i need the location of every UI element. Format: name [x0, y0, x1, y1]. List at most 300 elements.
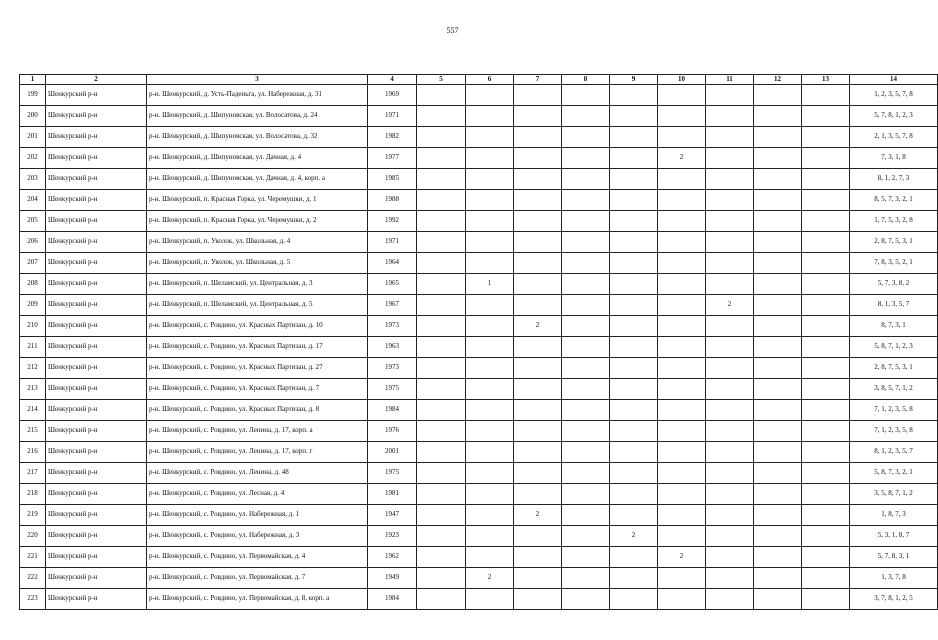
- codes-cell: 5, 7, 8, 3, 1: [850, 547, 938, 568]
- value-cell-col-12: [754, 442, 802, 463]
- value-cell-col-13: [802, 190, 850, 211]
- address-cell: р-н. Шенкурский, д. Шипуновская, ул. Дачная, д. 4: [147, 148, 368, 169]
- year-cell: 1985: [368, 169, 417, 190]
- value-cell-col-6: [466, 211, 514, 232]
- table-row: [20, 169, 938, 190]
- value-cell-col-13: [802, 232, 850, 253]
- value-cell-col-5: [417, 211, 466, 232]
- value-cell-col-5: [417, 589, 466, 610]
- table-row: [20, 358, 938, 379]
- table-row: [20, 589, 938, 610]
- value-cell-col-12: [754, 316, 802, 337]
- table-row: [20, 421, 938, 442]
- codes-cell: 7, 3, 1, 8: [850, 148, 938, 169]
- district-cell: Шенкурский р-н: [46, 253, 147, 274]
- year-cell: 1965: [368, 274, 417, 295]
- district-cell: Шенкурский р-н: [46, 169, 147, 190]
- year-cell: 1969: [368, 85, 417, 106]
- table-row: [20, 526, 938, 547]
- year-cell: 1962: [368, 547, 417, 568]
- district-cell: Шенкурский р-н: [46, 379, 147, 400]
- value-cell-col-7: [514, 127, 562, 148]
- district-cell: Шенкурский р-н: [46, 274, 147, 295]
- codes-cell: 8, 1, 2, 3, 5, 7: [850, 442, 938, 463]
- value-cell-col-9: [610, 442, 658, 463]
- codes-cell: 2, 1, 3, 5, 7, 8: [850, 127, 938, 148]
- year-cell: 1992: [368, 211, 417, 232]
- value-cell-col-10: [658, 526, 706, 547]
- value-cell-col-8: [562, 400, 610, 421]
- district-cell: Шенкурский р-н: [46, 547, 147, 568]
- value-cell-col-6: [466, 316, 514, 337]
- year-cell: 1963: [368, 337, 417, 358]
- codes-cell: 8, 7, 3, 1: [850, 316, 938, 337]
- table-header-row: [20, 75, 938, 85]
- value-cell-col-6: [466, 169, 514, 190]
- value-cell-col-12: [754, 127, 802, 148]
- value-cell-col-11: [706, 190, 754, 211]
- value-cell-col-6: [466, 232, 514, 253]
- value-cell-col-13: [802, 379, 850, 400]
- value-cell-col-9: [610, 127, 658, 148]
- value-cell-col-11: [706, 106, 754, 127]
- value-cell-col-10: [658, 169, 706, 190]
- value-cell-col-12: [754, 379, 802, 400]
- value-cell-col-6: [466, 253, 514, 274]
- codes-cell: 7, 1, 2, 3, 5, 8: [850, 400, 938, 421]
- value-cell-col-5: [417, 505, 466, 526]
- value-cell-col-13: [802, 316, 850, 337]
- data-table: [19, 74, 938, 610]
- value-cell-col-8: [562, 589, 610, 610]
- value-cell-col-7: [514, 274, 562, 295]
- value-cell-col-12: [754, 211, 802, 232]
- row-number: 204: [20, 190, 46, 211]
- value-cell-col-12: [754, 421, 802, 442]
- table-body: [20, 85, 938, 610]
- value-cell-col-7: 2: [514, 505, 562, 526]
- value-cell-col-7: [514, 169, 562, 190]
- district-cell: Шенкурский р-н: [46, 295, 147, 316]
- value-cell-col-11: [706, 232, 754, 253]
- district-cell: Шенкурский р-н: [46, 589, 147, 610]
- row-number: 217: [20, 463, 46, 484]
- value-cell-col-6: [466, 421, 514, 442]
- district-cell: Шенкурский р-н: [46, 358, 147, 379]
- value-cell-col-5: [417, 547, 466, 568]
- codes-cell: 1, 2, 3, 5, 7, 8: [850, 85, 938, 106]
- value-cell-col-5: [417, 463, 466, 484]
- row-number: 205: [20, 211, 46, 232]
- value-cell-col-9: [610, 169, 658, 190]
- value-cell-col-12: [754, 568, 802, 589]
- row-number: 199: [20, 85, 46, 106]
- value-cell-col-5: [417, 274, 466, 295]
- value-cell-col-10: [658, 379, 706, 400]
- value-cell-col-8: [562, 190, 610, 211]
- value-cell-col-12: [754, 106, 802, 127]
- value-cell-col-13: [802, 400, 850, 421]
- value-cell-col-6: [466, 505, 514, 526]
- table-row: [20, 85, 938, 106]
- value-cell-col-12: [754, 400, 802, 421]
- codes-cell: 1, 8, 7, 3: [850, 505, 938, 526]
- value-cell-col-13: [802, 274, 850, 295]
- value-cell-col-11: [706, 127, 754, 148]
- district-cell: Шенкурский р-н: [46, 211, 147, 232]
- year-cell: 1982: [368, 127, 417, 148]
- address-cell: р-н. Шенкурский, п. Уколок, ул. Школьная, д. 4: [147, 232, 368, 253]
- district-cell: Шенкурский р-н: [46, 190, 147, 211]
- year-cell: 1984: [368, 589, 417, 610]
- year-cell: 1973: [368, 316, 417, 337]
- codes-cell: 2, 8, 7, 5, 3, 1: [850, 358, 938, 379]
- value-cell-col-11: [706, 400, 754, 421]
- value-cell-col-9: [610, 547, 658, 568]
- table-row: [20, 211, 938, 232]
- value-cell-col-12: [754, 337, 802, 358]
- district-cell: Шенкурский р-н: [46, 337, 147, 358]
- row-number: 218: [20, 484, 46, 505]
- column-header-12: 12: [754, 75, 802, 85]
- value-cell-col-9: [610, 421, 658, 442]
- value-cell-col-7: [514, 253, 562, 274]
- value-cell-col-7: [514, 295, 562, 316]
- value-cell-col-5: [417, 169, 466, 190]
- address-cell: р-н. Шенкурский, с. Ровдино, ул. Ленина, д. 17, корп. г: [147, 442, 368, 463]
- column-header-9: 9: [610, 75, 658, 85]
- value-cell-col-12: [754, 484, 802, 505]
- value-cell-col-5: [417, 421, 466, 442]
- value-cell-col-6: [466, 589, 514, 610]
- district-cell: Шенкурский р-н: [46, 400, 147, 421]
- value-cell-col-8: [562, 253, 610, 274]
- value-cell-col-13: [802, 547, 850, 568]
- value-cell-col-9: [610, 232, 658, 253]
- value-cell-col-12: [754, 148, 802, 169]
- year-cell: 1964: [368, 253, 417, 274]
- value-cell-col-5: [417, 442, 466, 463]
- value-cell-col-8: [562, 442, 610, 463]
- address-cell: р-н. Шенкурский, с. Ровдино, ул. Красных Партизан, д. 10: [147, 316, 368, 337]
- value-cell-col-8: [562, 526, 610, 547]
- table-row: [20, 232, 938, 253]
- table-row: [20, 505, 938, 526]
- codes-cell: 7, 8, 3, 5, 2, 1: [850, 253, 938, 274]
- value-cell-col-13: [802, 148, 850, 169]
- codes-cell: 5, 8, 7, 1, 2, 3: [850, 337, 938, 358]
- value-cell-col-6: [466, 484, 514, 505]
- value-cell-col-11: 2: [706, 295, 754, 316]
- value-cell-col-12: [754, 253, 802, 274]
- table-row: [20, 316, 938, 337]
- value-cell-col-13: [802, 463, 850, 484]
- year-cell: 1967: [368, 295, 417, 316]
- value-cell-col-10: [658, 316, 706, 337]
- value-cell-col-10: [658, 211, 706, 232]
- value-cell-col-9: [610, 148, 658, 169]
- column-header-11: 11: [706, 75, 754, 85]
- address-cell: р-н. Шенкурский, с. Ровдино, ул. Ленина, д. 48: [147, 463, 368, 484]
- value-cell-col-13: [802, 442, 850, 463]
- value-cell-col-8: [562, 127, 610, 148]
- column-header-13: 13: [802, 75, 850, 85]
- table-row: [20, 106, 938, 127]
- value-cell-col-5: [417, 337, 466, 358]
- column-header-5: 5: [417, 75, 466, 85]
- value-cell-col-8: [562, 106, 610, 127]
- value-cell-col-6: [466, 442, 514, 463]
- table-row: [20, 337, 938, 358]
- value-cell-col-8: [562, 568, 610, 589]
- value-cell-col-8: [562, 337, 610, 358]
- value-cell-col-13: [802, 568, 850, 589]
- value-cell-col-6: [466, 526, 514, 547]
- value-cell-col-11: [706, 589, 754, 610]
- value-cell-col-9: [610, 589, 658, 610]
- table-row: [20, 400, 938, 421]
- value-cell-col-5: [417, 295, 466, 316]
- row-number: 214: [20, 400, 46, 421]
- codes-cell: 1, 3, 7, 8: [850, 568, 938, 589]
- year-cell: 1976: [368, 421, 417, 442]
- value-cell-col-9: [610, 484, 658, 505]
- codes-cell: 5, 7, 3, 8, 2: [850, 274, 938, 295]
- value-cell-col-13: [802, 421, 850, 442]
- codes-cell: 5, 3, 1, 8, 7: [850, 526, 938, 547]
- value-cell-col-10: [658, 295, 706, 316]
- value-cell-col-9: [610, 505, 658, 526]
- value-cell-col-8: [562, 484, 610, 505]
- value-cell-col-6: [466, 358, 514, 379]
- row-number: 201: [20, 127, 46, 148]
- value-cell-col-6: [466, 127, 514, 148]
- district-cell: Шенкурский р-н: [46, 421, 147, 442]
- value-cell-col-6: 1: [466, 274, 514, 295]
- value-cell-col-8: [562, 358, 610, 379]
- value-cell-col-12: [754, 295, 802, 316]
- value-cell-col-6: [466, 106, 514, 127]
- row-number: 215: [20, 421, 46, 442]
- value-cell-col-5: [417, 106, 466, 127]
- value-cell-col-11: [706, 316, 754, 337]
- row-number: 209: [20, 295, 46, 316]
- address-cell: р-н. Шенкурский, д. Шипуновская, ул. Волосатова, д. 32: [147, 127, 368, 148]
- row-number: 208: [20, 274, 46, 295]
- year-cell: 1947: [368, 505, 417, 526]
- value-cell-col-9: 2: [610, 526, 658, 547]
- value-cell-col-9: [610, 358, 658, 379]
- value-cell-col-13: [802, 253, 850, 274]
- value-cell-col-7: [514, 190, 562, 211]
- value-cell-col-13: [802, 337, 850, 358]
- row-number: 206: [20, 232, 46, 253]
- value-cell-col-8: [562, 232, 610, 253]
- value-cell-col-10: [658, 337, 706, 358]
- value-cell-col-5: [417, 253, 466, 274]
- value-cell-col-10: [658, 442, 706, 463]
- value-cell-col-7: [514, 211, 562, 232]
- district-cell: Шенкурский р-н: [46, 85, 147, 106]
- value-cell-col-13: [802, 85, 850, 106]
- row-number: 210: [20, 316, 46, 337]
- address-cell: р-н. Шенкурский, п. Красная Горка, ул. Черемушки, д. 1: [147, 190, 368, 211]
- district-cell: Шенкурский р-н: [46, 484, 147, 505]
- value-cell-col-11: [706, 274, 754, 295]
- value-cell-col-5: [417, 316, 466, 337]
- value-cell-col-12: [754, 358, 802, 379]
- codes-cell: 2, 8, 7, 5, 3, 1: [850, 232, 938, 253]
- table-row: [20, 127, 938, 148]
- table-row: [20, 568, 938, 589]
- value-cell-col-10: [658, 274, 706, 295]
- value-cell-col-12: [754, 505, 802, 526]
- value-cell-col-13: [802, 358, 850, 379]
- district-cell: Шенкурский р-н: [46, 232, 147, 253]
- column-header-8: 8: [562, 75, 610, 85]
- value-cell-col-9: [610, 190, 658, 211]
- page-number: 557: [446, 26, 459, 35]
- district-cell: Шенкурский р-н: [46, 127, 147, 148]
- value-cell-col-5: [417, 400, 466, 421]
- value-cell-col-10: [658, 253, 706, 274]
- value-cell-col-8: [562, 316, 610, 337]
- value-cell-col-6: [466, 337, 514, 358]
- row-number: 213: [20, 379, 46, 400]
- value-cell-col-12: [754, 85, 802, 106]
- value-cell-col-9: [610, 295, 658, 316]
- codes-cell: 3, 5, 8, 7, 1, 2: [850, 484, 938, 505]
- codes-cell: 1, 7, 5, 3, 2, 8: [850, 211, 938, 232]
- value-cell-col-7: [514, 400, 562, 421]
- column-header-4: 4: [368, 75, 417, 85]
- value-cell-col-10: [658, 127, 706, 148]
- value-cell-col-7: [514, 547, 562, 568]
- value-cell-col-11: [706, 526, 754, 547]
- codes-cell: 3, 7, 8, 1, 2, 5: [850, 589, 938, 610]
- value-cell-col-5: [417, 484, 466, 505]
- codes-cell: 8, 1, 3, 5, 7: [850, 295, 938, 316]
- value-cell-col-7: [514, 421, 562, 442]
- value-cell-col-12: [754, 169, 802, 190]
- table-row: [20, 463, 938, 484]
- row-number: 203: [20, 169, 46, 190]
- value-cell-col-11: [706, 337, 754, 358]
- value-cell-col-11: [706, 505, 754, 526]
- codes-cell: 3, 8, 5, 7, 1, 2: [850, 379, 938, 400]
- value-cell-col-7: [514, 337, 562, 358]
- year-cell: 1977: [368, 148, 417, 169]
- value-cell-col-10: 2: [658, 148, 706, 169]
- year-cell: 1981: [368, 484, 417, 505]
- district-cell: Шенкурский р-н: [46, 568, 147, 589]
- codes-cell: 7, 1, 2, 3, 5, 8: [850, 421, 938, 442]
- row-number: 212: [20, 358, 46, 379]
- table-row: [20, 148, 938, 169]
- value-cell-col-9: [610, 85, 658, 106]
- value-cell-col-10: [658, 400, 706, 421]
- value-cell-col-7: [514, 484, 562, 505]
- value-cell-col-13: [802, 127, 850, 148]
- value-cell-col-5: [417, 358, 466, 379]
- value-cell-col-10: [658, 232, 706, 253]
- address-cell: р-н. Шенкурский, д. Шипуновская, ул. Волосатова, д. 24: [147, 106, 368, 127]
- value-cell-col-12: [754, 547, 802, 568]
- row-number: 207: [20, 253, 46, 274]
- row-number: 200: [20, 106, 46, 127]
- address-cell: р-н. Шенкурский, с. Ровдино, ул. Первомайская, д. 4: [147, 547, 368, 568]
- value-cell-col-7: [514, 589, 562, 610]
- value-cell-col-13: [802, 589, 850, 610]
- year-cell: 1984: [368, 400, 417, 421]
- value-cell-col-10: [658, 85, 706, 106]
- value-cell-col-11: [706, 484, 754, 505]
- value-cell-col-9: [610, 400, 658, 421]
- value-cell-col-5: [417, 232, 466, 253]
- address-cell: р-н. Шенкурский, п. Уколок, ул. Школьная, д. 5: [147, 253, 368, 274]
- address-cell: р-н. Шенкурский, с. Ровдино, ул. Красных Партизан, д. 17: [147, 337, 368, 358]
- year-cell: 1949: [368, 568, 417, 589]
- codes-cell: 8, 5, 7, 3, 2, 1: [850, 190, 938, 211]
- value-cell-col-10: [658, 463, 706, 484]
- table-row: [20, 547, 938, 568]
- value-cell-col-5: [417, 568, 466, 589]
- table-row: [20, 484, 938, 505]
- row-number: 219: [20, 505, 46, 526]
- column-header-1: 1: [20, 75, 46, 85]
- value-cell-col-11: [706, 253, 754, 274]
- value-cell-col-11: [706, 379, 754, 400]
- value-cell-col-9: [610, 463, 658, 484]
- value-cell-col-11: [706, 169, 754, 190]
- value-cell-col-8: [562, 421, 610, 442]
- value-cell-col-11: [706, 442, 754, 463]
- district-cell: Шенкурский р-н: [46, 526, 147, 547]
- value-cell-col-13: [802, 295, 850, 316]
- year-cell: 1975: [368, 379, 417, 400]
- value-cell-col-7: [514, 106, 562, 127]
- column-header-6: 6: [466, 75, 514, 85]
- value-cell-col-9: [610, 379, 658, 400]
- value-cell-col-8: [562, 148, 610, 169]
- column-header-7: 7: [514, 75, 562, 85]
- value-cell-col-6: [466, 295, 514, 316]
- value-cell-col-10: [658, 106, 706, 127]
- table-row: [20, 442, 938, 463]
- value-cell-col-6: 2: [466, 568, 514, 589]
- year-cell: 1988: [368, 190, 417, 211]
- value-cell-col-9: [610, 568, 658, 589]
- column-header-10: 10: [658, 75, 706, 85]
- value-cell-col-9: [610, 211, 658, 232]
- value-cell-col-8: [562, 505, 610, 526]
- table-row: [20, 253, 938, 274]
- row-number: 223: [20, 589, 46, 610]
- row-number: 220: [20, 526, 46, 547]
- year-cell: 1923: [368, 526, 417, 547]
- table-row: [20, 295, 938, 316]
- address-cell: р-н. Шенкурский, п. Шеламский, ул. Центральная, д. 5: [147, 295, 368, 316]
- value-cell-col-7: [514, 568, 562, 589]
- value-cell-col-13: [802, 526, 850, 547]
- value-cell-col-9: [610, 316, 658, 337]
- district-cell: Шенкурский р-н: [46, 148, 147, 169]
- value-cell-col-6: [466, 400, 514, 421]
- year-cell: 2001: [368, 442, 417, 463]
- address-cell: р-н. Шенкурский, с. Ровдино, ул. Первомайская, д. 7: [147, 568, 368, 589]
- address-cell: р-н. Шенкурский, с. Ровдино, ул. Красных Партизан, д. 7: [147, 379, 368, 400]
- value-cell-col-7: [514, 463, 562, 484]
